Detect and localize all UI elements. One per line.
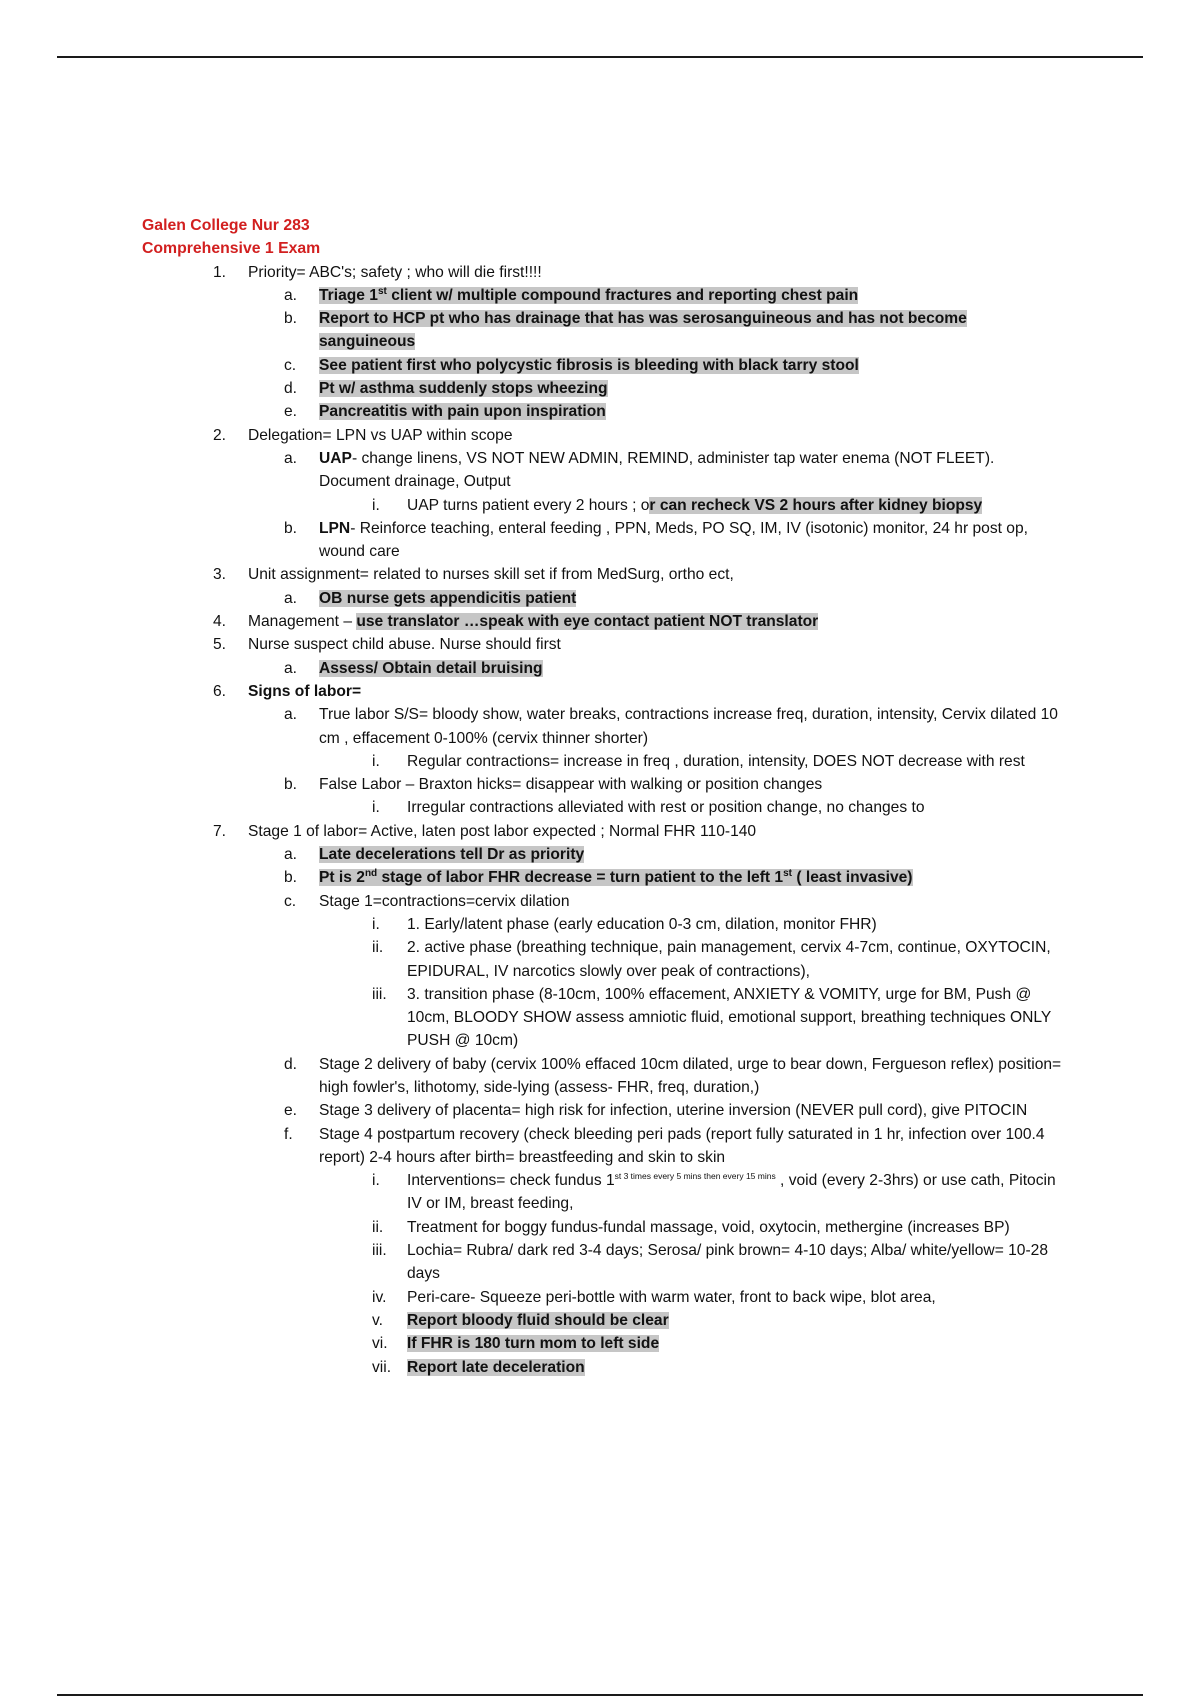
highlighted-text: OB nurse gets appendicitis patient bbox=[319, 589, 577, 607]
list-marker: a. bbox=[284, 286, 298, 304]
list-marker: b. bbox=[284, 310, 298, 328]
list-marker: a. bbox=[284, 706, 298, 724]
item-6b bbox=[142, 773, 1062, 796]
list-marker: vi. bbox=[372, 1335, 388, 1353]
highlighted-text: use translator …speak with eye contact patient NOT translator bbox=[356, 613, 819, 631]
item-6a-i bbox=[142, 750, 1062, 773]
item-text: - change linens, VS NOT NEW ADMIN, REMIND, administer tap water enema (NOT FLEET). Document drainage, Output bbox=[319, 449, 995, 491]
item-text: Peri-care- Squeeze peri-bottle with warm water, front to back wipe, blot area, bbox=[407, 1288, 936, 1306]
bottom-rule bbox=[57, 1694, 1143, 1696]
list-marker: ii. bbox=[372, 1218, 384, 1236]
item-text: Irregular contractions alleviated with rest or position change, no changes to bbox=[407, 799, 925, 817]
list-marker: ii. bbox=[372, 939, 384, 957]
item-1c bbox=[142, 354, 1062, 377]
list-marker: e. bbox=[284, 1102, 298, 1120]
list-marker: i. bbox=[372, 799, 380, 817]
list-marker: v. bbox=[372, 1311, 383, 1329]
item-text: Stage 2 delivery of baby (cervix 100% effaced 10cm dilated, urge to bear down, Fergueson reflex) position= high fowler's, lithotomy, side-lying (assess- FHR, freq, duration,) bbox=[319, 1055, 1062, 1096]
list-marker: 6. bbox=[213, 682, 227, 700]
item-text: False Labor – Braxton hicks= disappear with walking or position changes bbox=[319, 776, 823, 794]
item-text: Management – bbox=[248, 613, 357, 631]
item-7e bbox=[142, 1099, 1062, 1122]
item-7f-vii bbox=[142, 1356, 1062, 1379]
item-1b bbox=[142, 307, 1062, 354]
list-marker: a. bbox=[284, 659, 298, 677]
list-marker: i. bbox=[372, 1172, 380, 1190]
item-7f-vi bbox=[142, 1332, 1062, 1355]
item-1a bbox=[142, 284, 1062, 307]
item-text: Regular contractions= increase in freq , duration, intensity, DOES NOT decrease with rest bbox=[407, 752, 1025, 770]
item-6b-i bbox=[142, 796, 1062, 819]
item-text: Nurse suspect child abuse. Nurse should first bbox=[248, 636, 561, 654]
item-7c-iii bbox=[142, 983, 1062, 1053]
list-marker: iv. bbox=[372, 1288, 387, 1306]
document-body bbox=[142, 214, 1062, 1379]
item-6 bbox=[142, 680, 1062, 703]
item-text: Unit assignment= related to nurses skill set if from MedSurg, ortho ect, bbox=[248, 566, 734, 584]
item-text: 3. transition phase (8-10cm, 100% effacement, ANXIETY & VOMITY, urge for BM, Push @ 10cm, BLOODY SHOW assess amniotic fluid, emotional support, breathing techniques ONLY PUSH @ 10cm) bbox=[407, 985, 1051, 1050]
item-text: Stage 1 of labor= Active, laten post labor expected ; Normal FHR 110-140 bbox=[248, 822, 757, 840]
item-1e bbox=[142, 400, 1062, 423]
item-text: Stage 4 postpartum recovery (check bleeding peri pads (report fully saturated in 1 hr, infection over 100.4 report) 2-4 hours after birth= breastfeeding and skin to skin bbox=[319, 1125, 1045, 1166]
item-text: True labor S/S= bloody show, water breaks, contractions increase freq, duration, intensity, Cervix dilated 10 cm , effacement 0-100% (cervix thinner shorter) bbox=[319, 706, 1058, 747]
item-4 bbox=[142, 610, 1062, 633]
item-3 bbox=[142, 563, 1062, 586]
item-text: Lochia= Rubra/ dark red 3-4 days; Serosa/ pink brown= 4-10 days; Alba/ white/yellow= 10-28 days bbox=[407, 1242, 1049, 1283]
list-marker: iii. bbox=[372, 985, 387, 1003]
item-text: Priority= ABC's; safety ; who will die first!!!! bbox=[248, 263, 542, 281]
item-2 bbox=[142, 424, 1062, 447]
item-7 bbox=[142, 820, 1062, 843]
list-marker: 2. bbox=[213, 426, 227, 444]
list-marker: c. bbox=[284, 892, 297, 910]
item-7d bbox=[142, 1053, 1062, 1100]
highlighted-text: If FHR is 180 turn mom to left side bbox=[407, 1335, 660, 1353]
list-marker: a. bbox=[284, 846, 298, 864]
list-marker: c. bbox=[284, 356, 297, 374]
list-marker: a. bbox=[284, 449, 298, 467]
item-text: Stage 3 delivery of placenta= high risk for infection, uterine inversion (NEVER pull cord), give PITOCIN bbox=[319, 1102, 1028, 1120]
list-marker: e. bbox=[284, 403, 298, 421]
highlighted-text: Pancreatitis with pain upon inspiration bbox=[319, 403, 606, 421]
highlighted-text: Pt is 2nd stage of labor FHR decrease = turn patient to the left 1st ( least invasive) bbox=[319, 868, 913, 887]
list-marker: 7. bbox=[213, 822, 227, 840]
item-1d bbox=[142, 377, 1062, 400]
list-marker: i. bbox=[372, 496, 380, 514]
item-7a bbox=[142, 843, 1062, 866]
highlighted-text: See patient first who polycystic fibrosis is bleeding with black tarry stool bbox=[319, 356, 859, 374]
list-marker: d. bbox=[284, 1055, 298, 1073]
item-label: LPN bbox=[319, 519, 351, 537]
item-text: Treatment for boggy fundus-fundal massage, void, oxytocin, methergine (increases BP) bbox=[407, 1218, 1010, 1236]
highlighted-text: Triage 1st client w/ multiple compound fractures and reporting chest pain bbox=[319, 285, 859, 304]
item-7f-v bbox=[142, 1309, 1062, 1332]
item-7c bbox=[142, 890, 1062, 913]
highlighted-text: Late decelerations tell Dr as priority bbox=[319, 846, 585, 864]
list-marker: 4. bbox=[213, 613, 227, 631]
list-marker: d. bbox=[284, 380, 298, 398]
item-text: UAP turns patient every 2 hours ; o bbox=[407, 496, 650, 514]
highlighted-text: r can recheck VS 2 hours after kidney biopsy bbox=[649, 496, 983, 514]
item-text: Interventions= check fundus $1^{st 3 times every 5 mins then every 15 mins}$ , void (every 2-3hrs) or use cath, Pitocin IV or IM, breast feeding, bbox=[407, 1170, 1056, 1213]
item-2a bbox=[142, 447, 1062, 494]
item-7f-iv bbox=[142, 1286, 1062, 1309]
item-text: Signs of labor= bbox=[248, 682, 362, 700]
highlighted-text: Pt w/ asthma suddenly stops wheezing bbox=[319, 380, 608, 398]
list-marker: a. bbox=[284, 589, 298, 607]
item-5 bbox=[142, 633, 1062, 656]
item-7b bbox=[142, 866, 1062, 889]
item-7f bbox=[142, 1123, 1062, 1170]
list-marker: b. bbox=[284, 776, 298, 794]
item-1 bbox=[142, 261, 1062, 284]
item-text: 1. Early/latent phase (early education 0-3 cm, dilation, monitor FHR) bbox=[407, 915, 877, 933]
highlighted-text: Report late deceleration bbox=[407, 1358, 585, 1376]
list-marker: b. bbox=[284, 869, 298, 887]
item-7f-ii bbox=[142, 1216, 1062, 1239]
item-5a bbox=[142, 657, 1062, 680]
list-marker: f. bbox=[284, 1125, 293, 1143]
doc-title-line2: Comprehensive 1 Exam bbox=[142, 240, 321, 258]
list-marker: 3. bbox=[213, 566, 227, 584]
highlighted-text: Assess/ Obtain detail bruising bbox=[319, 659, 543, 677]
item-text: Stage 1=contractions=cervix dilation bbox=[319, 892, 570, 910]
item-7c-ii bbox=[142, 936, 1062, 983]
list-marker: b. bbox=[284, 519, 298, 537]
highlighted-text: Report bloody fluid should be clear bbox=[407, 1311, 669, 1329]
item-2a-i bbox=[142, 494, 1062, 517]
list-marker: 5. bbox=[213, 636, 227, 654]
list-marker: vii. bbox=[372, 1358, 392, 1376]
list-marker: 1. bbox=[213, 263, 227, 281]
item-7f-iii bbox=[142, 1239, 1062, 1286]
highlighted-text: Report to HCP pt who has drainage that has was serosanguineous and has not become sanguineous bbox=[319, 310, 967, 351]
item-text: - Reinforce teaching, enteral feeding , PPN, Meds, PO SQ, IM, IV (isotonic) monitor, 24 hr post op, wound care bbox=[319, 519, 1028, 561]
item-2b bbox=[142, 517, 1062, 564]
item-text: Delegation= LPN vs UAP within scope bbox=[248, 426, 513, 444]
top-rule bbox=[57, 56, 1143, 58]
item-7f-i bbox=[142, 1169, 1062, 1216]
doc-title-line1: Galen College Nur 283 bbox=[142, 217, 310, 234]
item-3a bbox=[142, 587, 1062, 610]
list-marker: iii. bbox=[372, 1242, 387, 1260]
item-7c-i bbox=[142, 913, 1062, 936]
item-6a bbox=[142, 703, 1062, 750]
item-label: UAP bbox=[319, 449, 352, 467]
list-marker: i. bbox=[372, 752, 380, 770]
list-marker: i. bbox=[372, 915, 380, 933]
item-text: 2. active phase (breathing technique, pain management, cervix 4-7cm, continue, OXYTOCIN, EPIDURAL, IV narcotics slowly over peak of contractions), bbox=[407, 939, 1051, 980]
